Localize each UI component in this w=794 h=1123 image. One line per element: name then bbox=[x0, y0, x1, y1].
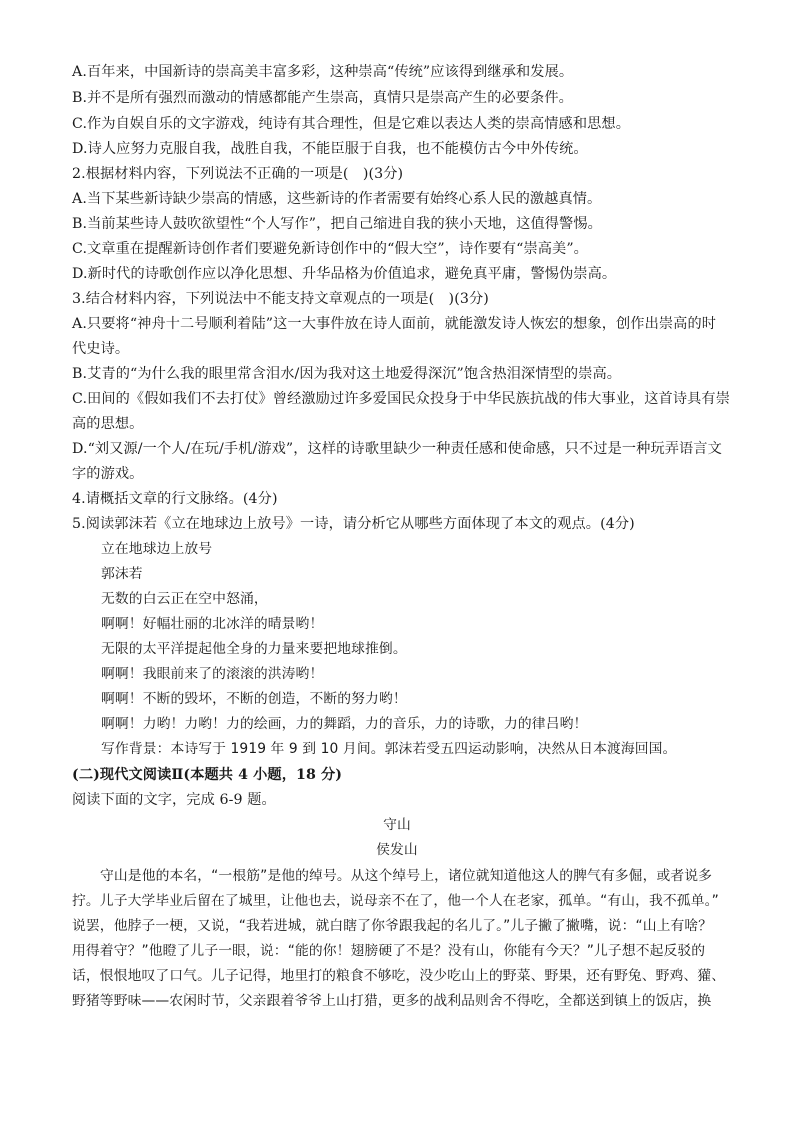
story-line: 话，恨恨地叹了口气。儿子记得，地里打的粮食不够吃，没少吃山上的野菜、野果，还有野兔、野鸡、獾、 bbox=[72, 968, 726, 984]
story-title: 守山 bbox=[383, 817, 411, 833]
poem-background: 写作背景：本诗写于 1919 年 9 到 10 月间。郭沫若受五四运动影响，决然从日本渡海回国。 bbox=[101, 741, 677, 757]
q2-option-a: A.当下某些新诗缺少崇高的情感，这些新诗的作者需要有始终心系人民的激越真情。 bbox=[72, 191, 602, 207]
q3-option-d-line2: 字的游戏。 bbox=[72, 466, 144, 482]
question-4: 4.请概括文章的行文脉络。(4分) bbox=[72, 491, 278, 507]
poem-line: 啊啊！我眼前来了的滚滚的洪涛哟！ bbox=[101, 666, 324, 682]
q3-option-c-line2: 高的思想。 bbox=[72, 416, 144, 432]
story-line: 说罢，他脖子一梗，又说，“我若进城，就白瞎了你爷跟我起的名儿了。”儿子撇了撇嘴，说：“山上有啥？ bbox=[72, 918, 713, 934]
option-d: D.诗人应努力克服自我，战胜自我，不能臣服于自我，也不能模仿古今中外传统。 bbox=[72, 141, 588, 157]
question-5: 5.阅读郭沫若《立在地球边上放号》一诗，请分析它从哪些方面体现了本文的观点。(4分) bbox=[72, 516, 635, 532]
option-a: A.百年来，中国新诗的崇高美丰富多彩，这种崇高“传统”应该得到继承和发展。 bbox=[72, 64, 574, 80]
poem-line: 啊啊！力哟！力哟！力的绘画，力的舞蹈，力的音乐，力的诗歌，力的律吕哟！ bbox=[101, 716, 588, 732]
q2-option-b: B.当前某些诗人鼓吹欲望性“个人写作”，把自己缩进自我的狭小天地，这值得警惕。 bbox=[72, 216, 602, 232]
option-b: B.并不是所有强烈而激动的情感都能产生崇高，真情只是崇高产生的必要条件。 bbox=[72, 90, 573, 106]
q3-option-d-line1: D.“刘又源/一个人/在玩/手机/游戏”，这样的诗歌里缺少一种责任感和使命感，只不过是一种玩弄语言文 bbox=[72, 441, 722, 457]
section-heading: (二)现代文阅读Ⅱ(本题共 4 小题，18 分) bbox=[72, 767, 343, 783]
poem-author: 郭沫若 bbox=[101, 566, 143, 582]
story-line: 野猪等野味——农闲时节，父亲跟着爷爷上山打猎，更多的战利品则舍不得吃，全都送到镇上的饭店，换 bbox=[72, 993, 712, 1009]
question-3: 3.结合材料内容，下列说法中不能支持文章观点的一项是( )(3分) bbox=[72, 291, 489, 307]
section-instruction: 阅读下面的文字，完成 6-9 题。 bbox=[72, 792, 276, 808]
poem-line: 无限的太平洋提起他全身的力量来要把地球推倒。 bbox=[101, 641, 407, 657]
q2-option-d: D.新时代的诗歌创作应以净化思想、升华品格为价值追求，避免真平庸，警惕伪崇高。 bbox=[72, 266, 617, 282]
poem-title: 立在地球边上放号 bbox=[101, 541, 213, 557]
poem-line: 啊啊！好幅壮丽的北冰洋的晴景哟！ bbox=[101, 616, 324, 632]
option-c: C.作为自娱自乐的文字游戏，纯诗有其合理性，但是它难以表达人类的崇高情感和思想。 bbox=[72, 116, 630, 132]
question-2: 2.根据材料内容，下列说法不正确的一项是( )(3分) bbox=[72, 166, 404, 182]
poem-line: 啊啊！不断的毁坏，不断的创造，不断的努力哟！ bbox=[101, 691, 407, 707]
story-line: 拧。儿子大学毕业后留在了城里，让他也去，说母亲不在了，他一个人在老家，孤单。“有山，我不孤单。” bbox=[72, 893, 719, 909]
q3-option-a-line1: A.只要将“神舟十二号顺利着陆”这一大事件放在诗人面前，就能激发诗人恢宏的想象，创作出崇高的时 bbox=[72, 316, 717, 332]
q3-option-c-line1: C.田间的《假如我们不去打仗》曾经激励过许多爱国民众投身于中华民族抗战的伟大事业，这首诗具有崇 bbox=[72, 391, 730, 407]
story-line: 守山是他的本名，“一根筋”是他的绰号。从这个绰号上，诸位就知道他这人的脾气有多倔，或者说多 bbox=[100, 868, 713, 884]
story-author: 侯发山 bbox=[376, 842, 418, 858]
q2-option-c: C.文章重在提醒新诗创作者们要避免新诗创作中的“假大空”，诗作要有“崇高美”。 bbox=[72, 241, 588, 257]
q3-option-b: B.艾青的“为什么我的眼里常含泪水/因为我对这土地爱得深沉”饱含热泪深情型的崇高。 bbox=[72, 366, 622, 382]
q3-option-a-line2: 代史诗。 bbox=[72, 341, 130, 357]
poem-line: 无数的白云正在空中怒涌， bbox=[101, 591, 268, 607]
story-line: 用得着守？”他瞪了儿子一眼，说：“能的你！翅膀硬了不是？没有山，你能有今天？”儿子想不起反驳的 bbox=[72, 943, 706, 959]
